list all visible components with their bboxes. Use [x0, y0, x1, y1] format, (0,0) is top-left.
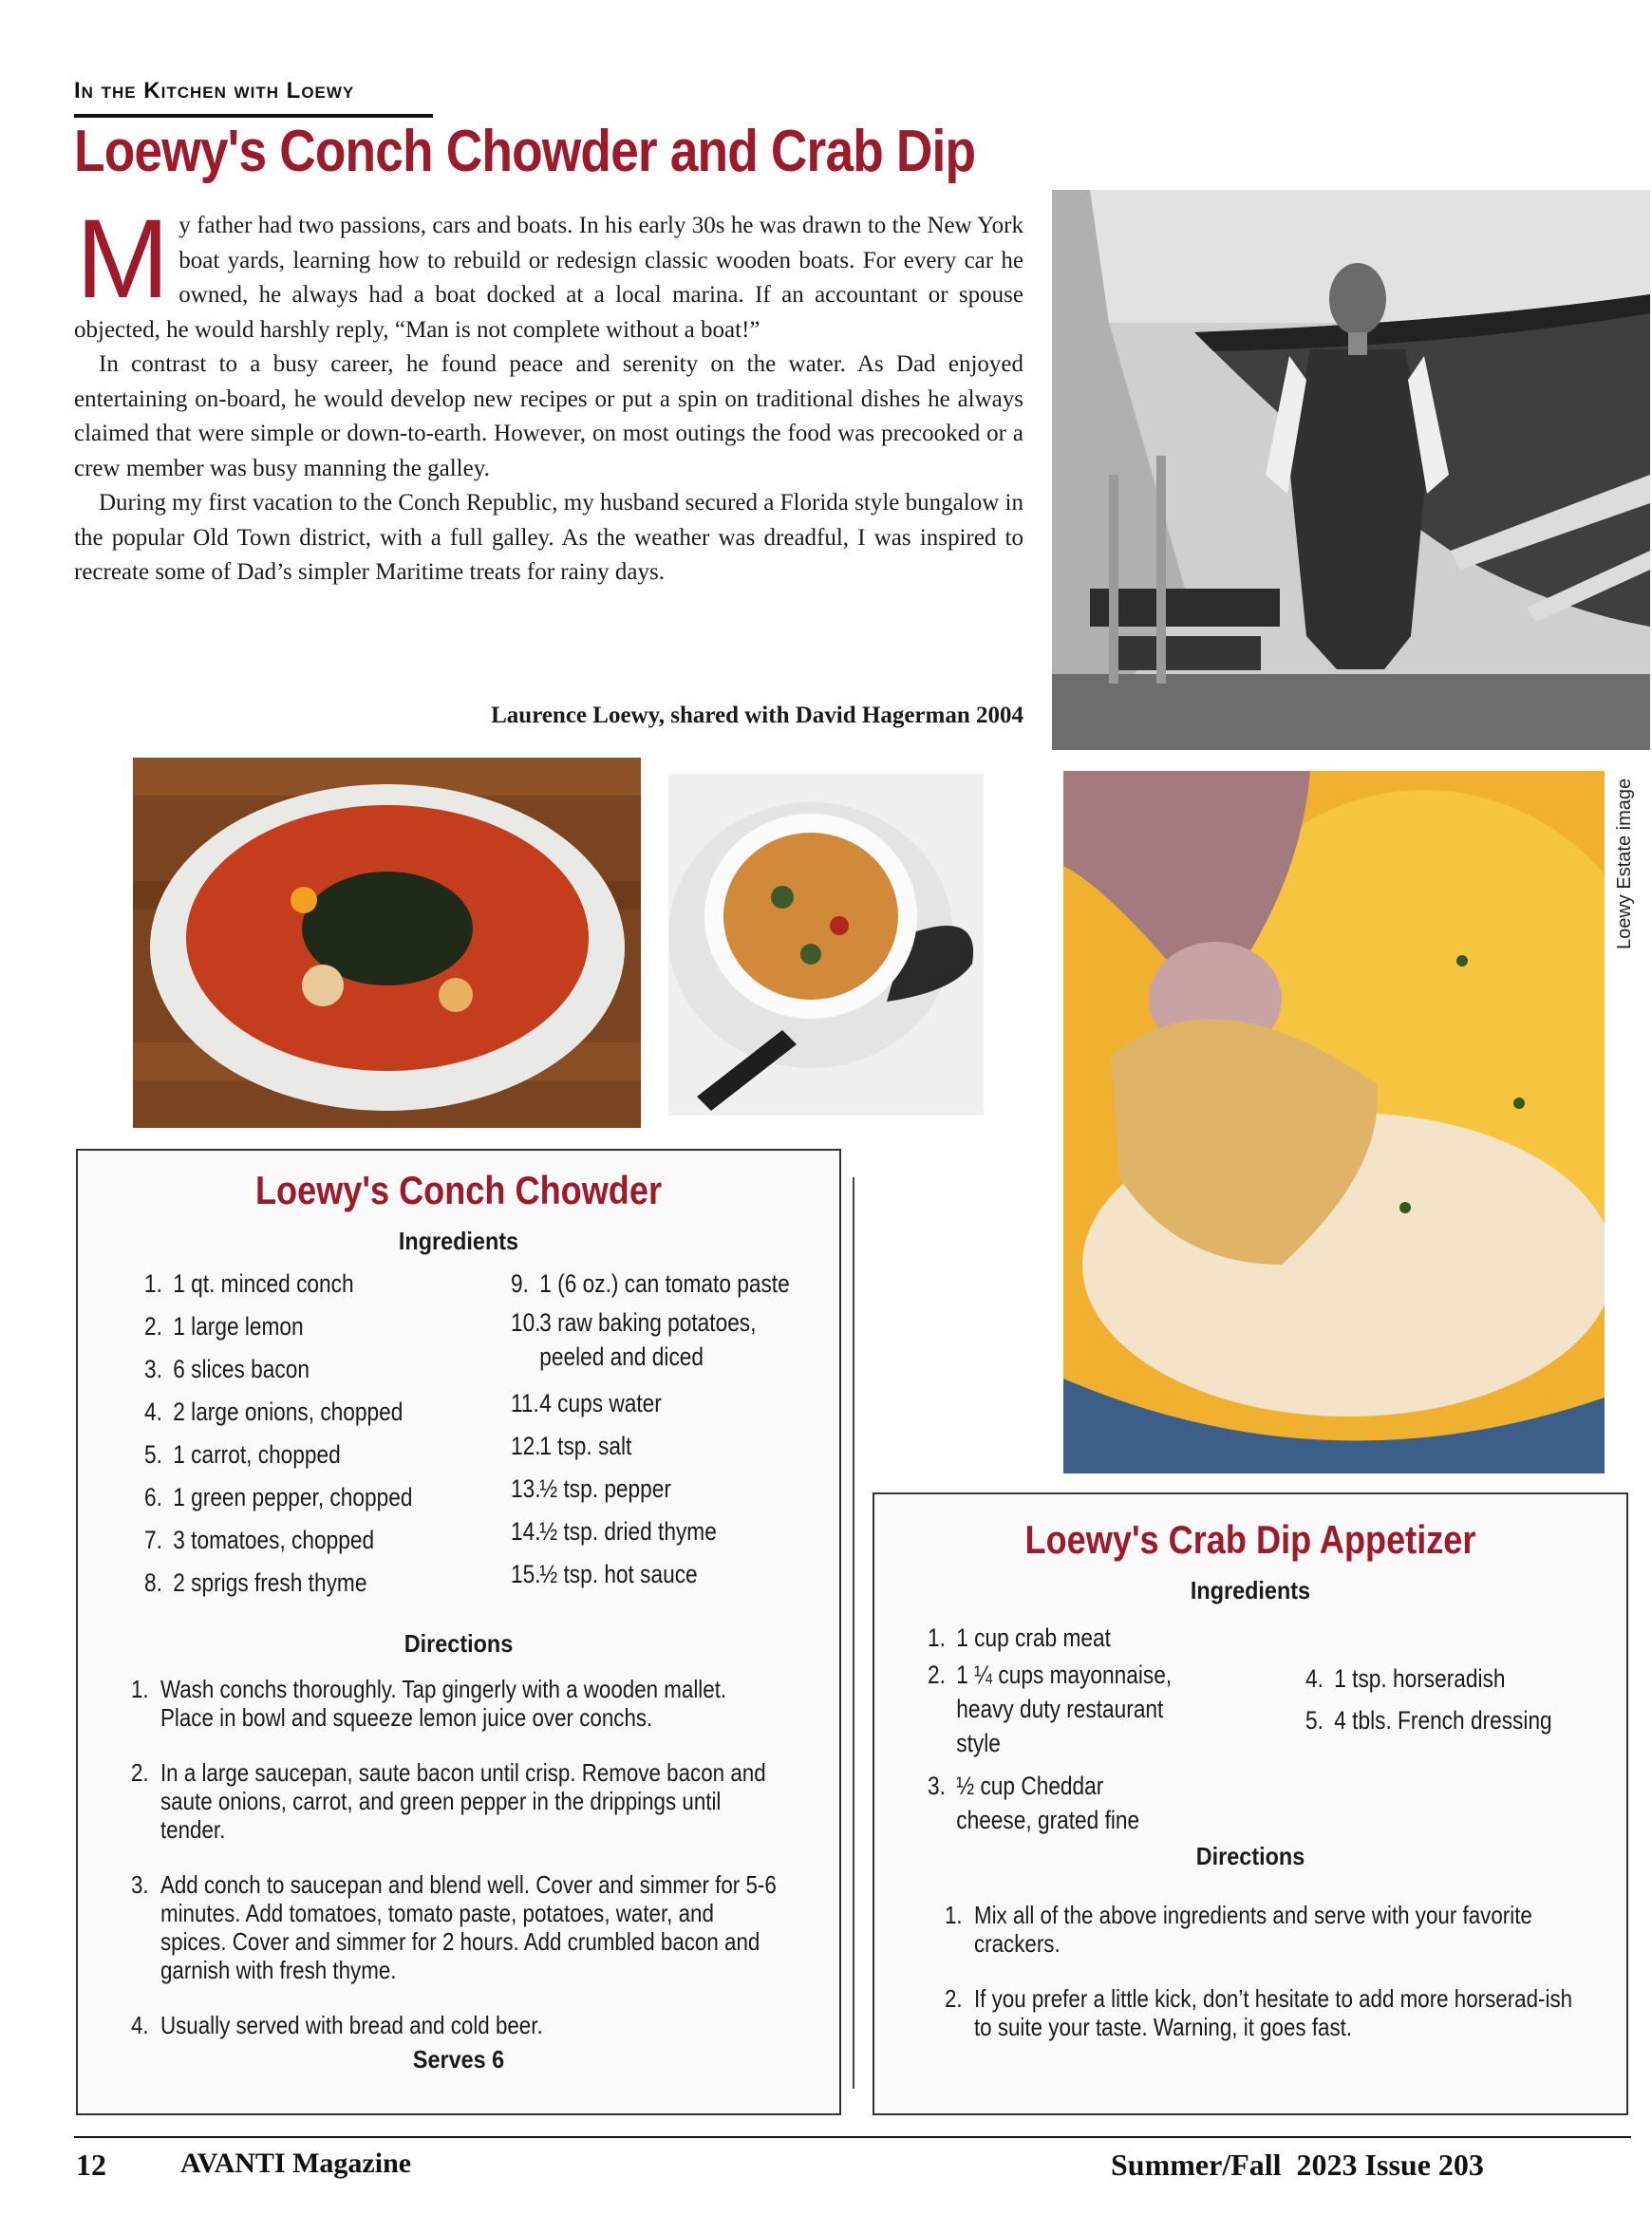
list-number: 12.	[511, 1432, 541, 1460]
list-number: 4.	[1305, 1664, 1323, 1693]
list-item	[144, 1305, 412, 1348]
list-item	[131, 1758, 784, 1844]
direction-text: If you prefer a little kick, don’t hesitate to add more horserad-ish to suite your taste. Warning, it goes fast.	[973, 1984, 1573, 2041]
ingredient-text: 1 carrot, chopped	[173, 1440, 341, 1469]
list-item	[144, 1263, 412, 1305]
ingredient-text: ½ cup Cheddar cheese, grated fine	[956, 1772, 1140, 1834]
list-item	[1305, 1658, 1552, 1699]
list-number: 6.	[144, 1483, 162, 1511]
intro-paragraph-1	[74, 197, 1023, 347]
chowder-directions-heading: Directions	[404, 1629, 514, 1658]
chowder-ingredients-left	[144, 1263, 412, 1604]
issue-info: Summer/Fall 2023 Issue 203	[1111, 2148, 1484, 2182]
crab-dip-ingredients-left	[928, 1618, 1211, 1846]
crab-dip-recipe-title: Loewy's Crab Dip Appetizer	[1024, 1517, 1476, 1562]
list-item	[144, 1562, 412, 1604]
direction-text: Mix all of the above ingredients and serve with your favorite crackers.	[973, 1901, 1532, 1958]
ingredient-text: 2 large onions, chopped	[173, 1398, 404, 1426]
list-number: 2.	[131, 1758, 149, 1787]
crab-dip-recipe-box	[873, 1492, 1628, 2115]
list-item	[511, 1382, 790, 1425]
drop-cap: M	[76, 197, 170, 322]
ingredient-text: ½ tsp. pepper	[539, 1474, 671, 1503]
list-number: 7.	[144, 1526, 162, 1554]
chowder-recipe-title: Loewy's Conch Chowder	[254, 1168, 663, 1212]
direction-text: Usually served with bread and cold beer.	[160, 2011, 543, 2039]
page-number: 12	[76, 2148, 106, 2182]
list-item	[945, 1984, 1573, 2041]
ingredient-text: 3 tomatoes, chopped	[173, 1526, 375, 1554]
magazine-name: AVANTI Magazine	[180, 2148, 412, 2179]
column-divider	[853, 1177, 854, 2089]
article-headline: Loewy's Conch Chowder and Crab Dip	[74, 119, 976, 184]
list-item	[144, 1391, 412, 1434]
direction-text: Wash conchs thoroughly. Tap gingerly with a wooden mallet. Place in bowl and squeeze lemon juice over conchs.	[160, 1675, 727, 1732]
list-item	[144, 1476, 412, 1519]
list-number: 15.	[511, 1560, 541, 1588]
photo-credit-vertical	[1614, 760, 1643, 949]
ingredient-text: 1 ¼ cups mayonnaise, heavy duty restaurant style	[956, 1661, 1173, 1757]
list-item	[1305, 1699, 1552, 1741]
list-item	[144, 1519, 412, 1562]
list-item	[511, 1425, 790, 1468]
chowder-directions-list	[131, 1675, 784, 2039]
list-item	[945, 1901, 1573, 1958]
ingredient-text: 6 slices bacon	[173, 1355, 310, 1383]
list-item	[511, 1553, 790, 1596]
intro-paragraph-3: During my first vacation to the Conch Republic, my husband secured a Florida style bungalow in the popular Old Town district, with a full galley. As the weather was dreadful, I was inspired to recreate some of Dad’s simpler Maritime treats for rainy days.	[74, 490, 1023, 585]
ingredient-text: 1 (6 oz.) can tomato paste	[539, 1269, 790, 1298]
chowder-bowl-illustration	[133, 758, 641, 1128]
list-number: 3.	[131, 1870, 149, 1899]
ingredient-text: 2 sprigs fresh thyme	[173, 1568, 367, 1597]
ingredient-text: 4 tbls. French dressing	[1334, 1706, 1552, 1735]
list-number: 9.	[511, 1269, 529, 1298]
crab-dip-ingredients-heading: Ingredients	[1190, 1576, 1311, 1604]
ingredient-text: 1 green pepper, chopped	[173, 1483, 413, 1511]
ingredient-text: 1 cup crab meat	[956, 1623, 1111, 1652]
crab-dip-directions-list	[945, 1901, 1573, 2041]
list-number: 10.	[511, 1308, 541, 1337]
list-item	[131, 1675, 784, 1732]
intro-paragraph-1-text: y father had two passions, cars and boats. In his early 30s he was drawn to the New York boat yards, learning how to rebuild or redesign classic wooden boats. For every car he owned, he always had a boat docked at a local marina. If an accountant or spouse objected, he would harshly reply, “Man is not complete without a boat!”	[74, 213, 1023, 343]
direction-text: In a large saucepan, saute bacon until crisp. Remove bacon and saute onions, carrot, and green pepper in the drippings until tender.	[160, 1758, 766, 1844]
list-item	[511, 1305, 779, 1374]
list-item	[928, 1618, 1211, 1658]
crab-dip-photo	[1063, 771, 1605, 1473]
list-number: 2.	[945, 1984, 963, 2013]
list-number: 5.	[144, 1440, 162, 1469]
list-item	[928, 1658, 1211, 1760]
ingredient-text: 3 raw baking potatoes, peeled and diced	[539, 1308, 757, 1371]
crab-dip-directions-heading: Directions	[1195, 1842, 1305, 1870]
list-item	[144, 1434, 412, 1476]
list-item	[511, 1468, 790, 1511]
list-item	[144, 1348, 412, 1391]
list-item	[131, 1870, 784, 1984]
list-number: 1.	[144, 1269, 162, 1298]
section-kicker: In the Kitchen with Loewy	[74, 78, 355, 103]
loewy-boat-photo	[1052, 190, 1650, 750]
list-number: 14.	[511, 1517, 541, 1546]
ingredient-text: 4 cups water	[539, 1389, 662, 1417]
list-item	[511, 1511, 790, 1553]
chowder-serves: Serves 6	[412, 2045, 505, 2074]
ingredient-text: 1 tsp. salt	[539, 1432, 632, 1460]
chowder-ingredients-right	[511, 1263, 790, 1596]
chowder-cup-photo	[668, 774, 984, 1116]
ingredient-text: ½ tsp. dried thyme	[539, 1517, 717, 1546]
list-number: 11.	[511, 1389, 539, 1417]
list-number: 2.	[928, 1661, 946, 1689]
list-item	[928, 1769, 1179, 1837]
ingredient-text: 1 qt. minced conch	[173, 1269, 354, 1298]
list-number: 4.	[131, 2011, 149, 2039]
ingredient-text: 1 large lemon	[173, 1312, 304, 1341]
list-number: 5.	[1305, 1706, 1323, 1735]
photo-credit-text: Loewy Estate image	[1614, 778, 1635, 949]
direction-text: Add conch to saucepan and blend well. Cover and simmer for 5-6 minutes. Add tomatoes, tomato paste, potatoes, water, and spices. Cover and simmer for 2 hours. Add crumbled bacon and garnish with fresh thyme.	[160, 1870, 777, 1984]
list-number: 1.	[131, 1675, 149, 1703]
author-credit: Laurence Loewy, shared with David Hagerman 2004	[491, 703, 1023, 728]
conch-chowder-recipe-box	[76, 1149, 841, 2115]
list-number: 2.	[144, 1312, 162, 1341]
footer-rule	[74, 2136, 1631, 2138]
list-number: 3.	[144, 1355, 162, 1383]
chowder-ingredients-heading: Ingredients	[398, 1227, 519, 1255]
chowder-cup-illustration	[668, 774, 984, 1116]
crab-dip-illustration	[1063, 771, 1605, 1473]
list-number: 1.	[928, 1623, 946, 1652]
list-number: 1.	[945, 1901, 963, 1929]
crab-dip-ingredients-right	[1305, 1658, 1552, 1741]
list-number: 13.	[511, 1474, 541, 1503]
list-number: 4.	[144, 1398, 162, 1426]
ingredient-text: 1 tsp. horseradish	[1334, 1664, 1506, 1693]
list-item	[511, 1263, 790, 1305]
intro-text	[74, 197, 1023, 591]
intro-paragraph-2: In contrast to a busy career, he found peace and serenity on the water. As Dad enjoyed entertaining on-board, he would develop new recipes or put a spin on traditional dishes he always claimed that were simple or down-to-earth. However, on most outings the food was precooked or a crew member was busy manning the galley.	[74, 351, 1023, 481]
ingredient-text: ½ tsp. hot sauce	[539, 1560, 698, 1588]
list-item	[131, 2011, 784, 2039]
boat-photo-illustration	[1052, 190, 1650, 750]
list-number: 8.	[144, 1568, 162, 1597]
chowder-bowl-photo	[133, 758, 641, 1128]
list-number: 3.	[928, 1772, 946, 1800]
